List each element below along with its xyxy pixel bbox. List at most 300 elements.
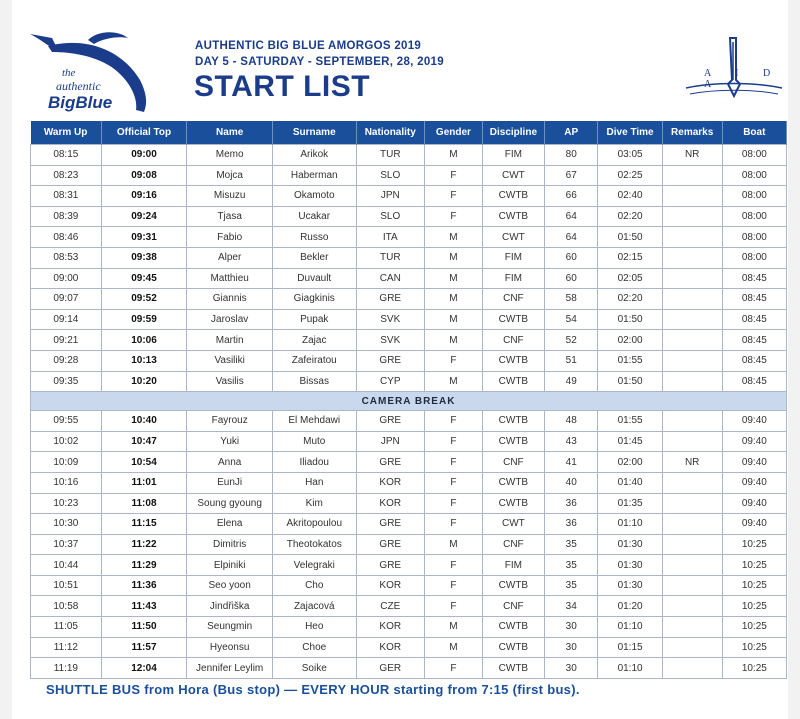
cell-official-top: 09:38 xyxy=(101,247,187,268)
cell-warm-up: 10:44 xyxy=(31,555,102,576)
column-header-official-top: Official Top xyxy=(101,121,187,145)
cell-remarks xyxy=(662,227,722,248)
cell-dive-time: 01:50 xyxy=(598,309,662,330)
cell-warm-up: 10:30 xyxy=(31,514,102,535)
cell-warm-up: 08:39 xyxy=(31,206,102,227)
cell-warm-up: 11:05 xyxy=(31,617,102,638)
cell-official-top: 09:00 xyxy=(101,145,187,166)
cell-discipline: CWT xyxy=(482,165,544,186)
cell-dive-time: 03:05 xyxy=(598,145,662,166)
cell-official-top: 11:22 xyxy=(101,534,187,555)
table-row xyxy=(31,514,787,535)
cell-surname: Zafeiratou xyxy=(272,350,356,371)
table-row xyxy=(31,371,787,392)
start-list-table xyxy=(30,121,787,679)
cell-dive-time: 01:10 xyxy=(598,658,662,679)
cell-nationality: KOR xyxy=(356,637,425,658)
column-header-name: Name xyxy=(187,121,273,145)
cell-name: Vasilis xyxy=(187,371,273,392)
cell-discipline: CWTB xyxy=(482,431,544,452)
cell-nationality: KOR xyxy=(356,617,425,638)
cell-official-top: 11:43 xyxy=(101,596,187,617)
column-header-dive-time: Dive Time xyxy=(598,121,662,145)
cell-ap: 80 xyxy=(544,145,598,166)
cell-boat: 09:40 xyxy=(722,493,786,514)
cell-discipline: FIM xyxy=(482,555,544,576)
cell-official-top: 11:57 xyxy=(101,637,187,658)
cell-dive-time: 01:35 xyxy=(598,493,662,514)
cell-boat: 08:00 xyxy=(722,186,786,207)
cell-ap: 36 xyxy=(544,493,598,514)
cell-name: Seungmin xyxy=(187,617,273,638)
cell-nationality: GER xyxy=(356,658,425,679)
cell-official-top: 09:52 xyxy=(101,289,187,310)
table-row xyxy=(31,472,787,493)
cell-warm-up: 10:23 xyxy=(31,493,102,514)
table-row xyxy=(31,309,787,330)
cell-nationality: GRE xyxy=(356,289,425,310)
cell-boat: 08:00 xyxy=(722,206,786,227)
cell-discipline: CWTB xyxy=(482,309,544,330)
cell-official-top: 09:59 xyxy=(101,309,187,330)
cell-warm-up: 11:19 xyxy=(31,658,102,679)
logo-text-the: the xyxy=(62,67,76,79)
table-row xyxy=(31,493,787,514)
cell-remarks xyxy=(662,493,722,514)
cell-official-top: 11:36 xyxy=(101,575,187,596)
cell-boat: 08:45 xyxy=(722,350,786,371)
column-header-ap: AP xyxy=(544,121,598,145)
cell-discipline: CWT xyxy=(482,227,544,248)
cell-warm-up: 09:28 xyxy=(31,350,102,371)
cell-name: Fayrouz xyxy=(187,411,273,432)
cell-boat: 10:25 xyxy=(722,534,786,555)
cell-warm-up: 08:23 xyxy=(31,165,102,186)
cell-official-top: 11:01 xyxy=(101,472,187,493)
cell-nationality: KOR xyxy=(356,472,425,493)
cell-remarks xyxy=(662,411,722,432)
cell-discipline: CWTB xyxy=(482,472,544,493)
cell-official-top: 10:40 xyxy=(101,411,187,432)
cell-surname: Zajacová xyxy=(272,596,356,617)
cell-name: Jennifer Leylim xyxy=(187,658,273,679)
cell-official-top: 10:20 xyxy=(101,371,187,392)
table-row xyxy=(31,289,787,310)
cell-discipline: CWTB xyxy=(482,206,544,227)
cell-name: Tjasa xyxy=(187,206,273,227)
cell-boat: 08:00 xyxy=(722,165,786,186)
cell-ap: 48 xyxy=(544,411,598,432)
table-row xyxy=(31,575,787,596)
cell-warm-up: 09:35 xyxy=(31,371,102,392)
cell-ap: 60 xyxy=(544,268,598,289)
cell-ap: 49 xyxy=(544,371,598,392)
cell-official-top: 10:06 xyxy=(101,330,187,351)
aida-wordmark: A I D A xyxy=(704,68,782,90)
cell-remarks xyxy=(662,309,722,330)
cell-surname: Han xyxy=(272,472,356,493)
cell-discipline: CNF xyxy=(482,452,544,473)
cell-nationality: JPN xyxy=(356,431,425,452)
cell-gender: F xyxy=(425,452,483,473)
cell-warm-up: 09:14 xyxy=(31,309,102,330)
cell-boat: 10:25 xyxy=(722,596,786,617)
cell-surname: Kim xyxy=(272,493,356,514)
cell-gender: F xyxy=(425,493,483,514)
cell-surname: Muto xyxy=(272,431,356,452)
cell-name: Yuki xyxy=(187,431,273,452)
cell-dive-time: 01:30 xyxy=(598,534,662,555)
cell-name: Giannis xyxy=(187,289,273,310)
column-header-gender: Gender xyxy=(425,121,483,145)
cell-name: Soung gyoung xyxy=(187,493,273,514)
cell-remarks xyxy=(662,472,722,493)
cell-name: Anna xyxy=(187,452,273,473)
cell-dive-time: 01:55 xyxy=(598,411,662,432)
column-header-discipline: Discipline xyxy=(482,121,544,145)
cell-dive-time: 02:40 xyxy=(598,186,662,207)
cell-gender: M xyxy=(425,371,483,392)
cell-remarks xyxy=(662,206,722,227)
cell-gender: M xyxy=(425,227,483,248)
table-row xyxy=(31,330,787,351)
cell-nationality: CZE xyxy=(356,596,425,617)
cell-remarks xyxy=(662,575,722,596)
cell-remarks xyxy=(662,658,722,679)
big-blue-whale-logo xyxy=(28,30,158,116)
cell-discipline: CWTB xyxy=(482,617,544,638)
cell-remarks xyxy=(662,165,722,186)
cell-surname: Pupak xyxy=(272,309,356,330)
cell-gender: M xyxy=(425,309,483,330)
cell-dive-time: 02:20 xyxy=(598,289,662,310)
cell-discipline: CNF xyxy=(482,289,544,310)
cell-gender: M xyxy=(425,637,483,658)
cell-surname: Bissas xyxy=(272,371,356,392)
table-row xyxy=(31,268,787,289)
logo-text-authentic: authentic xyxy=(56,79,101,93)
cell-gender: F xyxy=(425,514,483,535)
cell-dive-time: 02:20 xyxy=(598,206,662,227)
cell-name: Alper xyxy=(187,247,273,268)
table-row xyxy=(31,247,787,268)
cell-nationality: SVK xyxy=(356,330,425,351)
cell-ap: 35 xyxy=(544,555,598,576)
cell-warm-up: 10:09 xyxy=(31,452,102,473)
cell-warm-up: 10:16 xyxy=(31,472,102,493)
cell-surname: Giagkinis xyxy=(272,289,356,310)
column-header-boat: Boat xyxy=(722,121,786,145)
cell-nationality: SLO xyxy=(356,165,425,186)
cell-surname: Ucakar xyxy=(272,206,356,227)
cell-surname: Heo xyxy=(272,617,356,638)
cell-ap: 54 xyxy=(544,309,598,330)
cell-gender: F xyxy=(425,658,483,679)
cell-discipline: FIM xyxy=(482,247,544,268)
cell-gender: F xyxy=(425,555,483,576)
cell-dive-time: 01:50 xyxy=(598,371,662,392)
cell-surname: Cho xyxy=(272,575,356,596)
cell-warm-up: 09:55 xyxy=(31,411,102,432)
shuttle-bus-note: SHUTTLE BUS from Hora (Bus stop) — EVERY HOUR starting from 7:15 (first bus). xyxy=(46,682,580,697)
cell-dive-time: 01:20 xyxy=(598,596,662,617)
cell-surname: Zajac xyxy=(272,330,356,351)
cell-name: Vasiliki xyxy=(187,350,273,371)
cell-ap: 35 xyxy=(544,575,598,596)
cell-surname: Bekler xyxy=(272,247,356,268)
cell-boat: 08:00 xyxy=(722,145,786,166)
page-title: START LIST xyxy=(194,70,371,103)
cell-gender: M xyxy=(425,617,483,638)
cell-ap: 43 xyxy=(544,431,598,452)
cell-remarks xyxy=(662,431,722,452)
cell-name: Mojca xyxy=(187,165,273,186)
cell-warm-up: 10:58 xyxy=(31,596,102,617)
cell-boat: 09:40 xyxy=(722,514,786,535)
cell-boat: 09:40 xyxy=(722,431,786,452)
cell-dive-time: 01:10 xyxy=(598,514,662,535)
table-row xyxy=(31,452,787,473)
cell-gender: F xyxy=(425,350,483,371)
cell-nationality: GRE xyxy=(356,555,425,576)
cell-nationality: KOR xyxy=(356,493,425,514)
cell-remarks xyxy=(662,289,722,310)
cell-remarks xyxy=(662,350,722,371)
cell-official-top: 10:13 xyxy=(101,350,187,371)
cell-nationality: TUR xyxy=(356,247,425,268)
cell-nationality: GRE xyxy=(356,534,425,555)
cell-boat: 10:25 xyxy=(722,575,786,596)
cell-gender: F xyxy=(425,411,483,432)
cell-name: Elpiniki xyxy=(187,555,273,576)
cell-nationality: GRE xyxy=(356,350,425,371)
cell-remarks xyxy=(662,596,722,617)
cell-warm-up: 11:12 xyxy=(31,637,102,658)
cell-discipline: CWTB xyxy=(482,658,544,679)
cell-ap: 40 xyxy=(544,472,598,493)
cell-discipline: CWT xyxy=(482,514,544,535)
cell-boat: 10:25 xyxy=(722,555,786,576)
cell-ap: 30 xyxy=(544,617,598,638)
table-row xyxy=(31,596,787,617)
cell-gender: M xyxy=(425,145,483,166)
cell-remarks: NR xyxy=(662,145,722,166)
cell-surname: Choe xyxy=(272,637,356,658)
cell-boat: 08:00 xyxy=(722,227,786,248)
cell-remarks xyxy=(662,617,722,638)
cell-ap: 66 xyxy=(544,186,598,207)
event-day: DAY 5 - SATURDAY - SEPTEMBER, 28, 2019 xyxy=(195,56,444,68)
cell-remarks xyxy=(662,514,722,535)
start-list-sheet xyxy=(12,0,788,719)
cell-official-top: 09:45 xyxy=(101,268,187,289)
cell-nationality: GRE xyxy=(356,411,425,432)
table-row xyxy=(31,350,787,371)
cell-gender: F xyxy=(425,575,483,596)
table-row xyxy=(31,145,787,166)
event-title: AUTHENTIC BIG BLUE AMORGOS 2019 xyxy=(195,40,422,52)
cell-ap: 52 xyxy=(544,330,598,351)
cell-nationality: ITA xyxy=(356,227,425,248)
table-row xyxy=(31,637,787,658)
cell-gender: M xyxy=(425,247,483,268)
cell-boat: 08:45 xyxy=(722,330,786,351)
cell-nationality: GRE xyxy=(356,452,425,473)
cell-remarks xyxy=(662,247,722,268)
cell-dive-time: 02:25 xyxy=(598,165,662,186)
cell-discipline: FIM xyxy=(482,268,544,289)
cell-dive-time: 01:45 xyxy=(598,431,662,452)
table-row xyxy=(31,206,787,227)
cell-discipline: CNF xyxy=(482,596,544,617)
cell-ap: 30 xyxy=(544,637,598,658)
cell-ap: 67 xyxy=(544,165,598,186)
cell-name: Fabio xyxy=(187,227,273,248)
cell-nationality: SLO xyxy=(356,206,425,227)
cell-surname: Iliadou xyxy=(272,452,356,473)
cell-remarks xyxy=(662,330,722,351)
cell-surname: Velegraki xyxy=(272,555,356,576)
cell-dive-time: 01:15 xyxy=(598,637,662,658)
table-row xyxy=(31,555,787,576)
cell-ap: 64 xyxy=(544,227,598,248)
cell-gender: F xyxy=(425,186,483,207)
cell-name: Jaroslav xyxy=(187,309,273,330)
table-row xyxy=(31,658,787,679)
cell-name: Memo xyxy=(187,145,273,166)
cell-nationality: KOR xyxy=(356,575,425,596)
cell-nationality: CYP xyxy=(356,371,425,392)
cell-name: Hyeonsu xyxy=(187,637,273,658)
cell-dive-time: 02:00 xyxy=(598,330,662,351)
camera-break-label: CAMERA BREAK xyxy=(31,392,787,411)
cell-discipline: CWTB xyxy=(482,575,544,596)
cell-discipline: CWTB xyxy=(482,411,544,432)
cell-official-top: 12:04 xyxy=(101,658,187,679)
cell-ap: 60 xyxy=(544,247,598,268)
cell-dive-time: 01:40 xyxy=(598,472,662,493)
cell-dive-time: 01:55 xyxy=(598,350,662,371)
cell-official-top: 09:16 xyxy=(101,186,187,207)
cell-dive-time: 02:15 xyxy=(598,247,662,268)
cell-warm-up: 09:00 xyxy=(31,268,102,289)
cell-boat: 08:45 xyxy=(722,289,786,310)
cell-warm-up: 08:31 xyxy=(31,186,102,207)
cell-ap: 30 xyxy=(544,658,598,679)
cell-boat: 08:45 xyxy=(722,309,786,330)
cell-nationality: TUR xyxy=(356,145,425,166)
cell-boat: 08:45 xyxy=(722,371,786,392)
cell-official-top: 10:47 xyxy=(101,431,187,452)
cell-discipline: CWTB xyxy=(482,350,544,371)
camera-break-row xyxy=(31,392,787,411)
table-row xyxy=(31,411,787,432)
cell-surname: Duvault xyxy=(272,268,356,289)
cell-remarks xyxy=(662,555,722,576)
cell-official-top: 11:50 xyxy=(101,617,187,638)
table-body xyxy=(31,145,787,679)
column-header-warm-up: Warm Up xyxy=(31,121,102,145)
cell-remarks: NR xyxy=(662,452,722,473)
cell-official-top: 11:29 xyxy=(101,555,187,576)
cell-dive-time: 01:30 xyxy=(598,575,662,596)
cell-nationality: JPN xyxy=(356,186,425,207)
cell-boat: 09:40 xyxy=(722,411,786,432)
cell-name: Dimitris xyxy=(187,534,273,555)
cell-dive-time: 01:30 xyxy=(598,555,662,576)
header-row xyxy=(31,121,787,145)
column-header-surname: Surname xyxy=(272,121,356,145)
cell-nationality: SVK xyxy=(356,309,425,330)
cell-remarks xyxy=(662,371,722,392)
cell-name: Seo yoon xyxy=(187,575,273,596)
cell-dive-time: 02:05 xyxy=(598,268,662,289)
cell-name: Matthieu xyxy=(187,268,273,289)
cell-discipline: CWTB xyxy=(482,493,544,514)
cell-name: EunJi xyxy=(187,472,273,493)
table-row xyxy=(31,165,787,186)
cell-gender: M xyxy=(425,268,483,289)
cell-name: Jindřiška xyxy=(187,596,273,617)
cell-official-top: 11:08 xyxy=(101,493,187,514)
cell-gender: F xyxy=(425,596,483,617)
cell-warm-up: 08:15 xyxy=(31,145,102,166)
cell-surname: Akritopoulou xyxy=(272,514,356,535)
cell-ap: 51 xyxy=(544,350,598,371)
cell-gender: F xyxy=(425,165,483,186)
cell-dive-time: 01:50 xyxy=(598,227,662,248)
cell-surname: Arikok xyxy=(272,145,356,166)
cell-warm-up: 09:07 xyxy=(31,289,102,310)
cell-official-top: 11:15 xyxy=(101,514,187,535)
cell-discipline: FIM xyxy=(482,145,544,166)
cell-surname: Theotokatos xyxy=(272,534,356,555)
cell-nationality: CAN xyxy=(356,268,425,289)
cell-nationality: GRE xyxy=(356,514,425,535)
cell-surname: Soike xyxy=(272,658,356,679)
cell-gender: M xyxy=(425,289,483,310)
cell-boat: 09:40 xyxy=(722,472,786,493)
cell-official-top: 09:24 xyxy=(101,206,187,227)
table-row xyxy=(31,227,787,248)
cell-remarks xyxy=(662,268,722,289)
cell-ap: 35 xyxy=(544,534,598,555)
cell-boat: 08:45 xyxy=(722,268,786,289)
logo-text-bigblue: BigBlue xyxy=(48,93,113,112)
table-header xyxy=(31,121,787,145)
cell-remarks xyxy=(662,637,722,658)
cell-official-top: 09:08 xyxy=(101,165,187,186)
cell-official-top: 09:31 xyxy=(101,227,187,248)
cell-name: Elena xyxy=(187,514,273,535)
cell-warm-up: 10:02 xyxy=(31,431,102,452)
cell-warm-up: 08:46 xyxy=(31,227,102,248)
cell-discipline: CWTB xyxy=(482,371,544,392)
cell-discipline: CNF xyxy=(482,534,544,555)
cell-surname: Russo xyxy=(272,227,356,248)
cell-dive-time: 02:00 xyxy=(598,452,662,473)
cell-boat: 09:40 xyxy=(722,452,786,473)
cell-surname: Haberman xyxy=(272,165,356,186)
cell-remarks xyxy=(662,534,722,555)
cell-gender: M xyxy=(425,330,483,351)
cell-gender: M xyxy=(425,534,483,555)
cell-ap: 64 xyxy=(544,206,598,227)
cell-warm-up: 09:21 xyxy=(31,330,102,351)
cell-boat: 08:00 xyxy=(722,247,786,268)
cell-discipline: CWTB xyxy=(482,637,544,658)
cell-ap: 58 xyxy=(544,289,598,310)
